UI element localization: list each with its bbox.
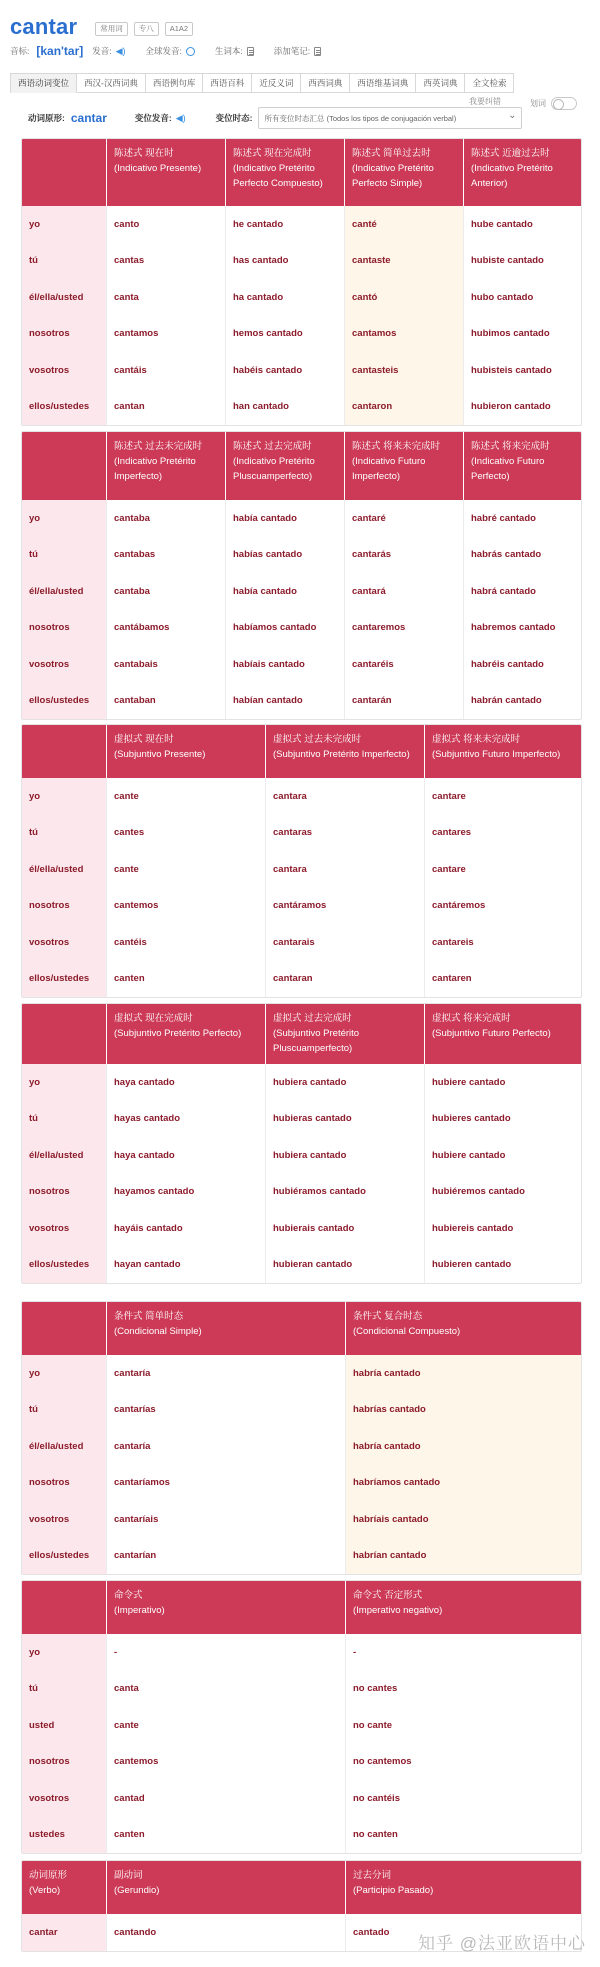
tense-label: 变位时态:: [215, 113, 253, 123]
conjugated-form: cantabais: [114, 658, 158, 670]
conjugated-form: cantemos: [114, 900, 159, 912]
tab-4[interactable]: 近反义词: [252, 73, 301, 93]
header-stub: [22, 725, 106, 778]
person-label: él/ella/usted: [29, 863, 84, 875]
tense-header: 副动词 (Gerundio): [106, 1861, 345, 1914]
headword: cantar: [10, 14, 78, 39]
infinitive-value: cantar: [70, 111, 107, 125]
person-label: él/ella/usted: [29, 1440, 84, 1452]
header-stub: [22, 1302, 106, 1355]
conjugated-form: hubo cantado: [471, 291, 534, 303]
conjugated-form: habríais cantado: [353, 1513, 429, 1525]
tense-column: [344, 500, 463, 719]
conjugation-controls: [28, 107, 522, 129]
tense-column: [225, 500, 344, 719]
conjugated-form: haya cantado: [114, 1149, 175, 1161]
person-label: ellos/ustedes: [29, 401, 90, 413]
conjugated-form: ha cantado: [233, 291, 284, 303]
note-label: 添加笔记:: [273, 46, 311, 56]
conjugated-form: habrían cantado: [353, 1550, 427, 1562]
person-label: él/ella/usted: [29, 291, 84, 303]
note-icon[interactable]: [314, 47, 321, 56]
tab-7[interactable]: 西英词典: [416, 73, 465, 93]
block-header: [22, 139, 581, 206]
conjugated-form: canto: [114, 218, 140, 230]
tense-header: 命令式 (Imperativo): [106, 1581, 345, 1634]
block-body: [22, 778, 581, 997]
conjugated-form: hubiere cantado: [432, 1076, 506, 1088]
person-label: vosotros: [29, 1222, 70, 1234]
conjugated-form: cantó: [352, 291, 378, 303]
conjugated-form: cantarán: [352, 695, 392, 707]
conjugated-form: cantábamos: [114, 622, 170, 634]
conjugated-form: no cantes: [353, 1683, 398, 1695]
tense-header: 条件式 复合时态 (Condicional Compuesto): [345, 1302, 581, 1355]
conjugated-form: hubieron cantado: [471, 401, 551, 413]
person-label: yo: [29, 1367, 41, 1379]
person-label: yo: [29, 512, 41, 524]
tense-column: [344, 206, 463, 425]
person-label: él/ella/usted: [29, 585, 84, 597]
conjugated-form: hubisteis cantado: [471, 364, 552, 376]
conjugated-form: cantarían: [114, 1550, 157, 1562]
person-label: nosotros: [29, 328, 70, 340]
conjugation-block-1: [21, 431, 582, 720]
tense-column: [106, 206, 225, 425]
tense-column: [265, 1064, 424, 1283]
tense-select[interactable]: [258, 107, 522, 129]
conjugated-form: cantando: [114, 1926, 157, 1938]
tense-header: 陈述式 简单过去时 (Indicativo Pretérito Perfecto Simple): [344, 139, 463, 206]
conjugated-form: habría cantado: [353, 1367, 421, 1379]
conjugated-form: cantes: [114, 827, 145, 839]
tense-column: [106, 778, 265, 997]
block-header: [22, 432, 581, 500]
conjugated-form: habíamos cantado: [233, 622, 317, 634]
conjugated-form: hayáis cantado: [114, 1222, 183, 1234]
conjugated-form: cantara: [273, 863, 307, 875]
tense-header: 陈述式 现在完成时 (Indicativo Pretérito Perfecto Compuesto): [225, 139, 344, 206]
person-label: él/ella/usted: [29, 1149, 84, 1161]
toggle-label: 划词: [530, 99, 546, 108]
block-header: [22, 1004, 581, 1064]
conjugated-form: cante: [114, 863, 139, 875]
tense-header: 陈述式 近逾过去时 (Indicativo Pretérito Anterior): [463, 139, 581, 206]
tense-header: 过去分词 (Participio Pasado): [345, 1861, 581, 1914]
header-stub: [22, 1004, 106, 1064]
conjugated-form: cantaría: [114, 1440, 151, 1452]
person-label: vosotros: [29, 658, 70, 670]
tab-1[interactable]: 西汉-汉西词典: [77, 73, 146, 93]
tense-column: [345, 1355, 581, 1574]
phonetic: [kan'tar]: [36, 44, 84, 58]
block-header: [22, 1861, 581, 1914]
tense-select-value: 所有变位时态汇总 (Todos los tipos de conjugación verbal): [264, 113, 457, 123]
conjugation-block-0: [21, 138, 582, 426]
watermark: 知乎 @法亚欧语中心: [418, 1934, 586, 1953]
word-tags: [95, 22, 193, 36]
tense-column: [106, 1064, 265, 1283]
tab-bar: [10, 73, 514, 93]
infinitive-label: 动词原形:: [28, 113, 65, 123]
conjugated-form: cantaban: [114, 695, 156, 707]
conjugated-form: había cantado: [233, 585, 297, 597]
conjugated-form: cantarais: [273, 936, 315, 948]
block-body: [22, 500, 581, 719]
conjugated-form: haya cantado: [114, 1076, 175, 1088]
person-column: [22, 206, 106, 425]
globe-icon[interactable]: [186, 47, 195, 56]
conjugated-form: habría cantado: [353, 1440, 421, 1452]
conjugated-form: cantaría: [114, 1367, 151, 1379]
person-column: [22, 1355, 106, 1574]
tense-column: [463, 206, 581, 425]
conjugated-form: cante: [114, 790, 139, 802]
block-header: [22, 1581, 581, 1634]
conjugated-form: cantan: [114, 401, 145, 413]
conjugated-form: hubieren cantado: [432, 1259, 512, 1271]
conjugated-form: no cantemos: [353, 1756, 412, 1768]
word-select-toggle-row: [530, 97, 577, 110]
conjugated-form: han cantado: [233, 401, 289, 413]
conjugated-form: cantarás: [352, 549, 392, 561]
conjugated-form: habrá cantado: [471, 585, 536, 597]
conjugated-form: hubieran cantado: [273, 1259, 353, 1271]
pronunciation-row: [10, 44, 590, 58]
tense-header: 虚拟式 将来未完成时 (Subjuntivo Futuro Imperfecto): [424, 725, 581, 778]
tense-header: 陈述式 现在时 (Indicativo Presente): [106, 139, 225, 206]
conjugated-form: canté: [352, 218, 377, 230]
conjugated-form: cantaríais: [114, 1513, 159, 1525]
person-column: [22, 778, 106, 997]
conjugated-form: cantamos: [114, 328, 159, 340]
header-stub: [22, 1581, 106, 1634]
tense-header: 命令式 否定形式 (Imperativo negativo): [345, 1581, 581, 1634]
header-stub: [22, 139, 106, 206]
block-body: [22, 1634, 581, 1853]
conjugated-form: hubiéremos cantado: [432, 1186, 525, 1198]
person-label: yo: [29, 218, 41, 230]
conjugated-form: habían cantado: [233, 695, 303, 707]
conjugated-form: cantaríamos: [114, 1477, 170, 1489]
tense-header: 陈述式 过去未完成时 (Indicativo Pretérito Imperfecto): [106, 432, 225, 500]
conjugated-form: hubiera cantado: [273, 1076, 347, 1088]
conjugated-form: cantaren: [432, 973, 472, 985]
conjugated-form: hubiere cantado: [432, 1149, 506, 1161]
person-label: yo: [29, 790, 41, 802]
conjugated-form: cantasteis: [352, 364, 399, 376]
tense-header: 虚拟式 过去完成时 (Subjuntivo Pretérito Pluscuamperfecto): [265, 1004, 424, 1064]
conjugated-form: cantaron: [352, 401, 393, 413]
conjugated-form: habríamos cantado: [353, 1477, 441, 1489]
conjugated-form: cantaré: [352, 512, 386, 524]
person-label: tú: [29, 1404, 38, 1416]
conjugated-form: hubiera cantado: [273, 1149, 347, 1161]
tense-column: [106, 500, 225, 719]
conjugated-form: cantaba: [114, 512, 150, 524]
tense-header: 陈述式 将来完成时 (Indicativo Futuro Perfecto): [463, 432, 581, 500]
tense-column: [106, 1914, 345, 1951]
conjugated-form: habrán cantado: [471, 695, 542, 707]
conjugated-form: hubiereis cantado: [432, 1222, 514, 1234]
conjugated-form: cantabas: [114, 549, 156, 561]
person-label: ellos/ustedes: [29, 1259, 90, 1271]
conjugated-form: hubimos cantado: [471, 328, 550, 340]
conjugated-form: no cante: [353, 1719, 393, 1731]
person-column: [22, 1064, 106, 1283]
conjugated-form: cante: [114, 1719, 139, 1731]
conjugated-form: no cantéis: [353, 1792, 400, 1804]
conjugated-form: cantares: [432, 827, 472, 839]
conjugated-form: cantéis: [114, 936, 147, 948]
conjugated-form: habrías cantado: [353, 1404, 426, 1416]
tense-column: [345, 1634, 581, 1853]
conjugated-form: hayan cantado: [114, 1259, 181, 1271]
conjugated-form: canten: [114, 973, 145, 985]
tag-level: 专八: [134, 22, 159, 36]
conjugated-form: habréis cantado: [471, 658, 544, 670]
conjugated-form: cantaba: [114, 585, 150, 597]
person-label: ellos/ustedes: [29, 973, 90, 985]
pron-label: 音标:: [10, 46, 30, 56]
conjugated-form: habré cantado: [471, 512, 536, 524]
conj-voice-label: 变位发音:: [134, 113, 172, 123]
conjugated-form: he cantado: [233, 218, 284, 230]
conjugated-form: cantáramos: [273, 900, 327, 912]
block-header: [22, 1302, 581, 1355]
conjugated-form: hayas cantado: [114, 1113, 180, 1125]
person-label: ellos/ustedes: [29, 1550, 90, 1562]
conjugated-form: cantáis: [114, 364, 147, 376]
conjugated-form: cantara: [273, 790, 307, 802]
conjugated-form: cantaran: [273, 973, 313, 985]
conjugated-form: habrás cantado: [471, 549, 542, 561]
person-label: vosotros: [29, 364, 70, 376]
person-label: nosotros: [29, 1756, 70, 1768]
conjugated-form: hubieras cantado: [273, 1113, 352, 1125]
conjugated-form: canten: [114, 1829, 145, 1841]
tense-header: 虚拟式 将来完成时 (Subjuntivo Futuro Perfecto): [424, 1004, 581, 1064]
tense-column: [265, 778, 424, 997]
tab-5[interactable]: 西西词典: [301, 73, 350, 93]
conjugated-form: canta: [114, 1683, 139, 1695]
conjugated-form: cantáremos: [432, 900, 486, 912]
conjugated-form: cantaremos: [352, 622, 406, 634]
person-label: tú: [29, 1683, 38, 1695]
tense-column: [424, 778, 581, 997]
conjugation-block-3: [21, 1003, 582, 1284]
conjugated-form: habías cantado: [233, 549, 303, 561]
tab-8[interactable]: 全文检索: [465, 73, 514, 93]
conjugated-form: había cantado: [233, 512, 297, 524]
person-label: nosotros: [29, 1186, 70, 1198]
conjugation-block-2: [21, 724, 582, 998]
word-header: [0, 0, 600, 72]
conjugated-form: canta: [114, 291, 139, 303]
word-select-toggle[interactable]: [551, 97, 577, 110]
conjugated-form: cantare: [432, 863, 466, 875]
tag-common: 常用词: [95, 22, 128, 36]
tense-column: [106, 1634, 345, 1853]
person-label: usted: [29, 1719, 55, 1731]
person-label: cantar: [29, 1926, 58, 1938]
person-label: vosotros: [29, 1513, 70, 1525]
conjugated-form: cantado: [353, 1926, 390, 1938]
person-label: tú: [29, 827, 38, 839]
conjugated-form: habíais cantado: [233, 658, 305, 670]
person-label: ustedes: [29, 1829, 65, 1841]
conjugated-form: cantará: [352, 585, 386, 597]
conjugated-form: hubiste cantado: [471, 255, 544, 267]
conjugated-form: cantemos: [114, 1756, 159, 1768]
conjugated-form: -: [114, 1646, 118, 1658]
person-label: nosotros: [29, 900, 70, 912]
person-label: vosotros: [29, 1792, 70, 1804]
person-column: [22, 1634, 106, 1853]
conjugated-form: hube cantado: [471, 218, 533, 230]
person-column: [22, 1914, 106, 1951]
tab-0[interactable]: 西语动词变位: [10, 73, 77, 93]
conjugated-form: cantare: [432, 790, 466, 802]
person-label: tú: [29, 549, 38, 561]
tense-column: [225, 206, 344, 425]
conjugated-form: cantaras: [273, 827, 313, 839]
person-label: nosotros: [29, 1477, 70, 1489]
person-label: ellos/ustedes: [29, 695, 90, 707]
tab-6[interactable]: 西语维基词典: [350, 73, 416, 93]
conjugated-form: habéis cantado: [233, 364, 303, 376]
vocab-book-icon[interactable]: [247, 47, 254, 56]
conjugated-form: cantarías: [114, 1404, 156, 1416]
tab-2[interactable]: 西语例句库: [146, 73, 204, 93]
conjugated-form: cantad: [114, 1792, 145, 1804]
conjugated-form: hubiéramos cantado: [273, 1186, 366, 1198]
global-voice-label: 全球发音:: [145, 46, 182, 56]
conjugated-form: cantareis: [432, 936, 474, 948]
conjugated-form: hayamos cantado: [114, 1186, 195, 1198]
person-label: tú: [29, 1113, 38, 1125]
conjugated-form: cantaréis: [352, 658, 394, 670]
conjugated-form: hubierais cantado: [273, 1222, 355, 1234]
header-stub: 动词原形 (Verbo): [29, 1870, 68, 1896]
voice-label: 发音:: [92, 46, 112, 56]
header-stub: [22, 432, 106, 500]
tense-header: 虚拟式 现在完成时 (Subjuntivo Pretérito Perfecto): [106, 1004, 265, 1064]
tense-header: 虚拟式 现在时 (Subjuntivo Presente): [106, 725, 265, 778]
block-body: [22, 206, 581, 425]
block-header: [22, 725, 581, 778]
person-label: vosotros: [29, 936, 70, 948]
person-label: yo: [29, 1076, 41, 1088]
tag-cefr: A1A2: [165, 22, 193, 36]
speaker-icon[interactable]: ◀): [115, 45, 126, 56]
conjugated-form: hubieres cantado: [432, 1113, 511, 1125]
tab-3[interactable]: 西语百科: [203, 73, 252, 93]
block-body: [22, 1064, 581, 1283]
conjugated-form: cantaste: [352, 255, 391, 267]
tense-header: 陈述式 将来未完成时 (Indicativo Futuro Imperfecto): [344, 432, 463, 500]
tense-column: [424, 1064, 581, 1283]
report-error-link[interactable]: 我要纠错: [469, 97, 501, 106]
block-body: [22, 1355, 581, 1574]
conjugated-form: habremos cantado: [471, 622, 556, 634]
tense-header: 虚拟式 过去未完成时 (Subjuntivo Pretérito Imperfecto): [265, 725, 424, 778]
conjugated-form: cantas: [114, 255, 145, 267]
person-column: [22, 500, 106, 719]
conjugation-block-5: [21, 1580, 582, 1854]
conjugated-form: no canten: [353, 1829, 398, 1841]
conjugation-block-4: [21, 1301, 582, 1575]
tense-column: [106, 1355, 345, 1574]
tense-header: 条件式 简单时态 (Condicional Simple): [106, 1302, 345, 1355]
person-label: yo: [29, 1646, 41, 1658]
conjugated-form: has cantado: [233, 255, 289, 267]
conjugated-form: hemos cantado: [233, 328, 303, 340]
conj-speaker-icon[interactable]: ◀): [175, 112, 186, 123]
tense-column: [463, 500, 581, 719]
tense-header: 陈述式 过去完成时 (Indicativo Pretérito Pluscuamperfecto): [225, 432, 344, 500]
vocab-label: 生词本:: [214, 46, 243, 56]
person-label: tú: [29, 255, 38, 267]
person-label: nosotros: [29, 622, 70, 634]
conjugated-form: -: [353, 1646, 357, 1658]
conjugated-form: cantamos: [352, 328, 397, 340]
